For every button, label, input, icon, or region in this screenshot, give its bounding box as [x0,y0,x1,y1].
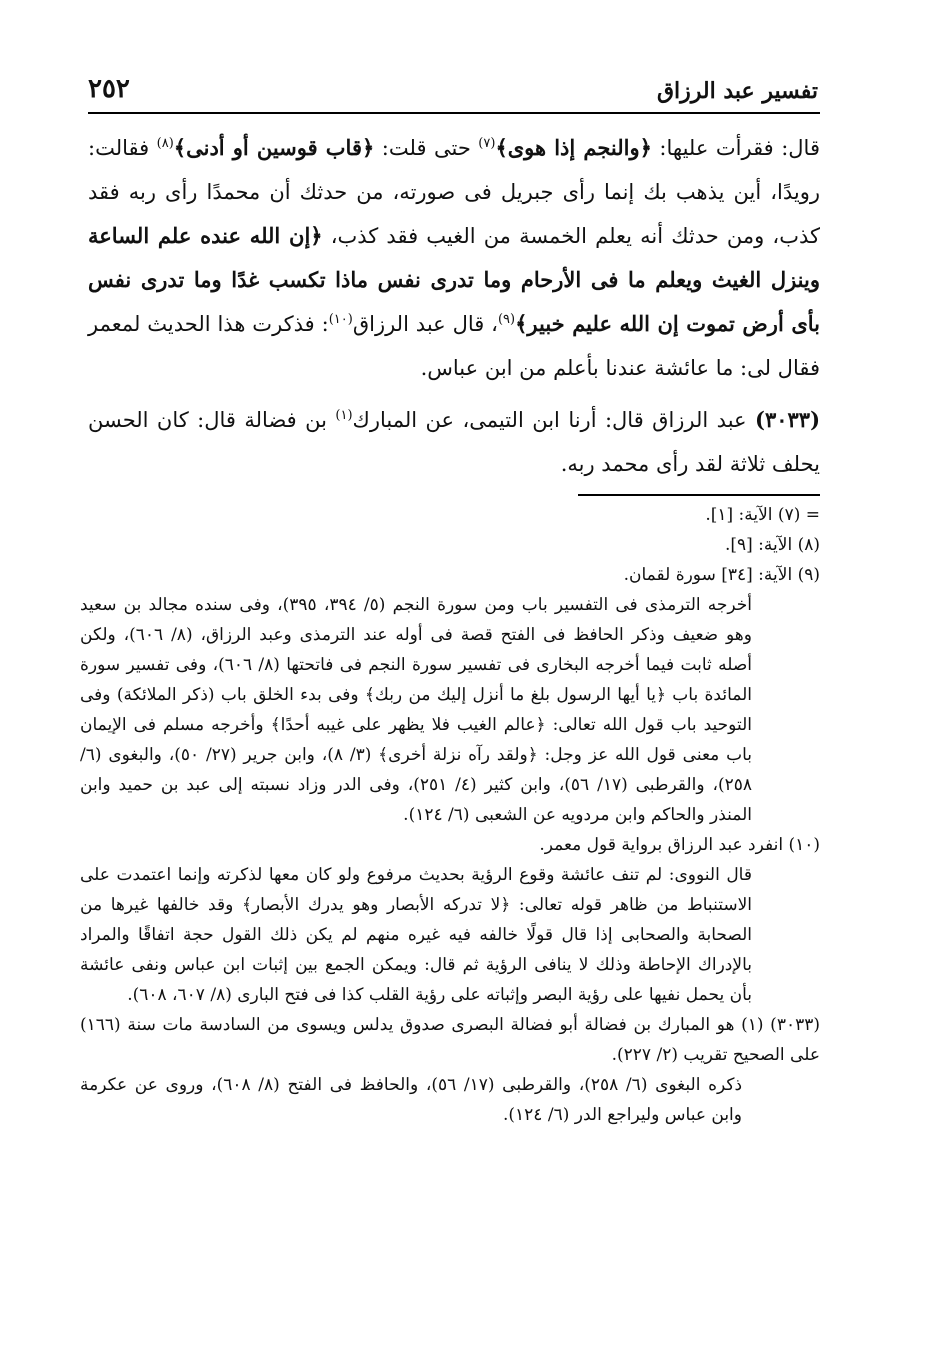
footnote-10: (١٠) انفرد عبد الرزاق برواية قول معمر. [539,835,820,855]
footnotes [80,500,820,1130]
footnote-ref: (٧) [478,136,496,151]
hadith-number: (٣٠٣٣) [755,407,820,432]
footnote-ref: (١) [335,408,353,423]
footnote-3033: (٣٠٣٣) (١) هو المبارك بن فضالة أبو فضالة البصرى صدوق يدلس ويسوى من السادسة مات سنة (١٦٦) على الصحيح تقريب (٢/ ٢٢٧). [80,1015,820,1065]
footnote-9-detail: أخرجه الترمذى فى التفسير باب ومن سورة النجم (٥/ ٣٩٤، ٣٩٥)، وفى سنده مجالد بن سعيد وهو ضعيف وذكر الحافظ فى الفتح قصة فى أوله عند الترمذى وعبد الرزاق، (٨/ ٦٠٦)، ولكن أصله ثابت فيما أخرجه البخارى فى تفسير سورة النجم فى فاتحتها (٨/ ٦٠٦)، وفى تفسير سورة المائدة باب ﴿يا أيها الرسول بلغ ما أنزل إليك من ربك﴾ وفى بدء الخلق باب (ذكر الملائكة) وفى التوحيد باب قول الله تعالى: ﴿عالم الغيب فلا يظهر على غيبه أحدًا﴾ وأخرجه مسلم فى الإيمان باب معنى قول الله عز وجل: ﴿ولقد رآه نزلة أخرى﴾ (٣/ ٨)، وابن جرير (٢٧/ ٥٠)، والبغوى (٦/ ٢٥٨)، والقرطبى (١٧/ ٥٦)، وابن كثير (٤/ ٢٥١)، وفى الدر وزاد نسبته إلى عبد بن حميد وابن المنذر والحاكم وابن مردويه عن الشعبى (٦/ ١٢٤). [80,595,753,825]
text-segment: قال: فقرأت عليها: [651,136,820,160]
quran-verse: ﴿والنجم إذا هوى﴾ [495,135,652,160]
footnote-ref: (٨) [156,136,174,151]
footnote-3033-detail: ذكره البغوى (٦/ ٢٥٨)، والقرطبى (١٧/ ٥٦)، والحافظ فى الفتح (٨/ ٦٠٨)، وروى عن عكرمة وابن عباس وليراجع الدر (٦/ ١٢٤). [80,1075,743,1125]
footnote-8: (٨) الآية: [٩]. [724,535,820,555]
main-text [88,126,820,486]
footnote-rule [578,494,820,496]
footnote-7: = (٧) الآية: [١]. [705,505,820,525]
footnote-ref: (١٠) [328,312,353,327]
page-header [88,74,818,114]
text-segment: عبد الرزاق قال: أرنا ابن التيمى، عن المبارك [352,408,755,432]
footnote-9: (٩) الآية: [٣٤] سورة لقمان. [623,565,820,585]
header-rule [88,112,820,114]
page-number: ٢٥٢ [88,74,130,104]
text-segment: فقالت: رويدًا، أين يذهب بك إنما رأى جبريل فى صورته، من حدثك أن محمدًا رأى ربه فقد كذب، ومن حدثك أنه يعلم الخمسة من الغيب فقد كذب، [88,136,820,248]
text-segment: : فذكرت هذا الحديث لمعمر فقال لى: ما عائشة عندنا بأعلم من ابن عباس. [88,312,820,380]
quran-verse: ﴿إن الله عنده علم الساعة وينزل الغيث ويعلم ما فى الأرحام وما تدرى نفس ماذا تكسب غدًا وما تدرى نفس بأى أرض تموت إن الله عليم خبير﴾ [88,223,820,336]
text-segment: ، قال عبد الرزاق [352,312,498,336]
text-segment: بن فضالة قال: كان الحسن يحلف ثلاثة لقد رأى محمد ربه. [88,408,820,476]
book-title: تفسير عبد الرزاق [656,78,818,104]
text-segment: حتى قلت: [374,136,479,160]
paragraph-narration [88,126,820,390]
footnote-10-detail: قال النووى: لم تنف عائشة وقوع الرؤية بحديث مرفوع ولو كان معها لذكرته وإنما اعتمدت على الاستنباط من ظاهر قوله تعالى: ﴿لا تدركه الأبصار وهو يدرك الأبصار﴾ وقد خالفها غيرها من الصحابة والصحابى إذا قال قولًا خالفه فيه غيره منهم لم يكن ذلك القول حجة اتفاقًا والمراد بالإدراك الإحاطة وذلك لا ينافى الرؤية ثم قال: ويمكن الجمع بين إثبات ابن عباس ونفى عائشة بأن يحمل نفيها على رؤية البصر وإثباته على رؤية القلب كذا فى فتح البارى (٨/ ٦٠٧، ٦٠٨). [80,865,752,1005]
footnote-ref: (٩) [497,312,516,327]
paragraph-hadith-3033 [88,398,820,486]
quran-verse: ﴿قاب قوسين أو أدنى﴾ [173,135,375,160]
